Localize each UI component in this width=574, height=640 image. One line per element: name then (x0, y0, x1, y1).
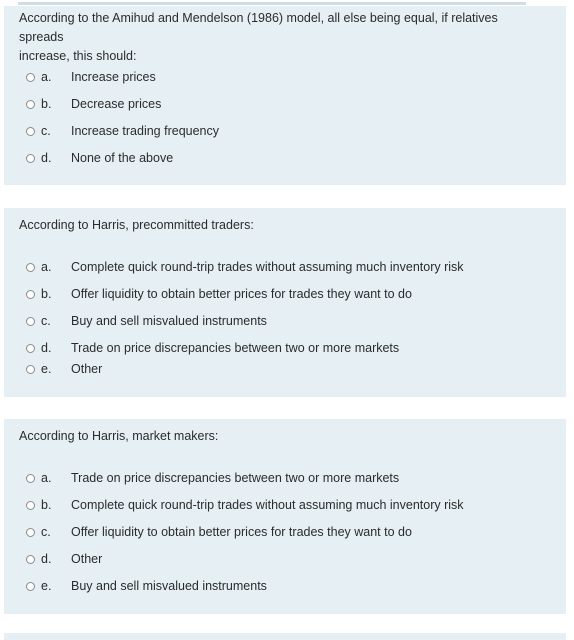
option-letter: b. (41, 287, 52, 301)
option-label: Trade on price discrepancies between two or more markets (71, 471, 400, 485)
option-b[interactable] (26, 286, 412, 302)
option-a[interactable] (26, 470, 399, 486)
radio-button[interactable] (26, 263, 35, 272)
option-label: Decrease prices (71, 97, 162, 111)
option-label: Offer liquidity to obtain better prices for trades they want to do (71, 525, 412, 539)
option-label: Offer liquidity to obtain better prices for trades they want to do (71, 287, 412, 301)
option-label: Complete quick round-trip trades without assuming much inventory risk (71, 498, 464, 512)
radio-button[interactable] (26, 127, 35, 136)
option-letter: b. (41, 498, 52, 512)
radio-button[interactable] (26, 474, 35, 483)
option-letter: a. (41, 260, 52, 274)
radio-button[interactable] (26, 528, 35, 537)
radio-button[interactable] (26, 100, 35, 109)
option-letter: e. (41, 362, 52, 376)
option-c[interactable] (26, 123, 219, 139)
question-text (19, 9, 539, 66)
option-c[interactable] (26, 313, 267, 329)
option-e[interactable] (26, 361, 102, 377)
option-label: None of the above (71, 151, 174, 165)
option-label: Increase trading frequency (71, 124, 220, 138)
option-a[interactable] (26, 69, 156, 85)
radio-button[interactable] (26, 344, 35, 353)
option-a[interactable] (26, 259, 464, 275)
option-letter: a. (41, 471, 52, 485)
question-text-line2: increase, this should: (19, 49, 137, 63)
option-d[interactable] (26, 150, 173, 166)
radio-button[interactable] (26, 290, 35, 299)
question-text (19, 427, 539, 446)
radio-button[interactable] (26, 154, 35, 163)
option-label: Trade on price discrepancies between two or more markets (71, 341, 400, 355)
radio-button[interactable] (26, 317, 35, 326)
option-letter: d. (41, 341, 52, 355)
question-text-line1: According to Harris, market makers: (19, 429, 219, 443)
option-label: Other (71, 362, 103, 376)
question-text (19, 216, 539, 235)
option-letter: a. (41, 70, 52, 84)
option-letter: e. (41, 579, 52, 593)
radio-button[interactable] (26, 555, 35, 564)
option-letter: d. (41, 151, 52, 165)
question-card-1 (4, 6, 566, 185)
option-letter: c. (41, 314, 51, 328)
option-c[interactable] (26, 524, 412, 540)
option-e[interactable] (26, 578, 267, 594)
option-label: Complete quick round-trip trades without assuming much inventory risk (71, 260, 464, 274)
top-divider (18, 2, 526, 5)
option-label: Buy and sell misvalued instruments (71, 579, 267, 593)
option-letter: d. (41, 552, 52, 566)
radio-button[interactable] (26, 73, 35, 82)
option-letter: c. (41, 525, 51, 539)
radio-button[interactable] (26, 365, 35, 374)
option-letter: c. (41, 124, 51, 138)
option-d[interactable] (26, 340, 399, 356)
option-b[interactable] (26, 96, 161, 112)
option-label: Other (71, 552, 103, 566)
radio-button[interactable] (26, 501, 35, 510)
next-question-card-edge (4, 633, 566, 640)
option-label: Increase prices (71, 70, 156, 84)
radio-button[interactable] (26, 582, 35, 591)
question-text-line1: According to Harris, precommitted traders: (19, 218, 254, 232)
option-d[interactable] (26, 551, 102, 567)
question-card-2 (4, 208, 566, 397)
question-text-line1: According to the Amihud and Mendelson (1986) model, all else being equal, if relatives spreads (19, 11, 498, 44)
option-b[interactable] (26, 497, 464, 513)
option-label: Buy and sell misvalued instruments (71, 314, 267, 328)
question-card-3 (4, 419, 566, 614)
option-letter: b. (41, 97, 52, 111)
